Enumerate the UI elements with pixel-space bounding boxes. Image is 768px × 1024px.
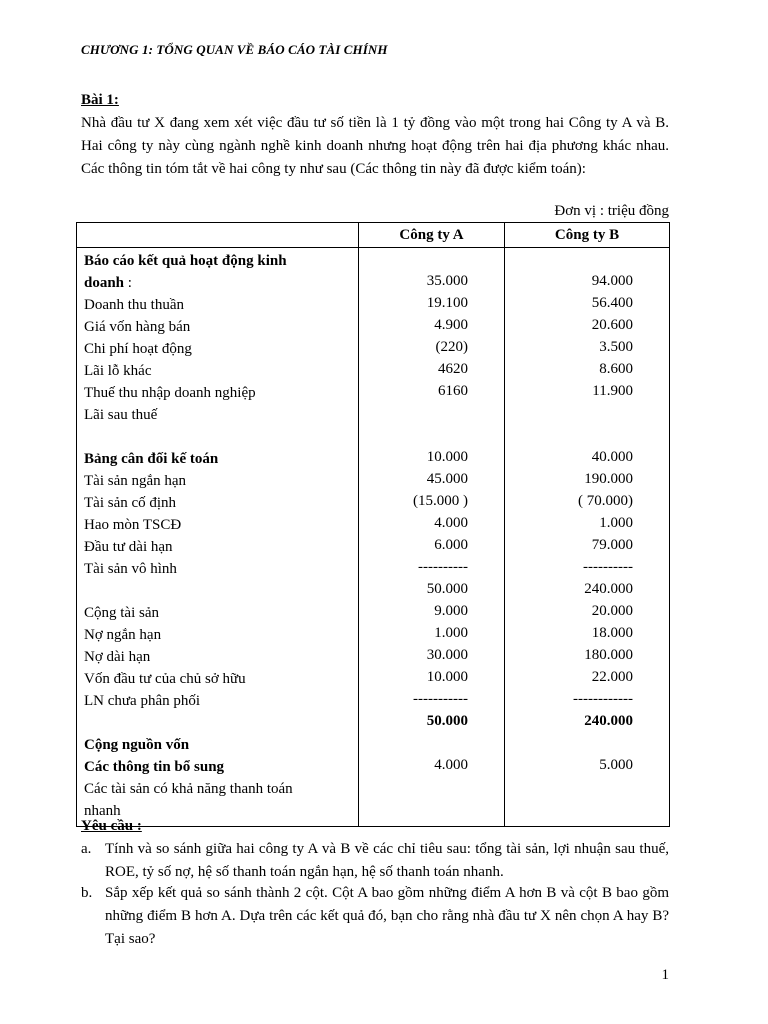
- requirement-text: Tính và so sánh giữa hai công ty A và B về các chỉ tiêu sau: tổng tài sản, lợi nhuận sau thuế, ROE, tỷ số nợ, hệ số thanh toán ngắn hạn, hệ số thanh toán nhanh.: [105, 841, 669, 880]
- row-label: Chi phí hoạt động: [84, 341, 192, 357]
- company-b-value: 240.000: [584, 713, 633, 729]
- row-label: Hao mòn TSCĐ: [84, 517, 182, 533]
- company-a-value: 6160: [438, 383, 468, 399]
- company-a-value: 4.900: [434, 317, 468, 333]
- requirement-mark: b.: [81, 885, 93, 901]
- row-label: Các thông tin bổ sung: [84, 759, 225, 775]
- company-b-value: ( 70.000): [578, 493, 633, 509]
- row-label: Vốn đầu tư của chủ sở hữu: [84, 671, 246, 687]
- row-label: Giá vốn hàng bán: [84, 319, 191, 335]
- company-a-value: ----------: [418, 559, 468, 575]
- company-a-value: 6.000: [434, 537, 468, 553]
- company-b-value: ------------: [573, 691, 633, 707]
- company-b-value: 11.900: [592, 383, 633, 399]
- company-b-value: 22.000: [591, 669, 633, 685]
- company-b-value: 79.000: [591, 537, 633, 553]
- financial-table: [76, 222, 670, 827]
- exercise-title: Bài 1:: [81, 92, 119, 108]
- company-b-value: 8.600: [599, 361, 633, 377]
- company-b-value: 1.000: [599, 515, 633, 531]
- company-b-value: 20.600: [591, 317, 633, 333]
- company-a-value: 4.000: [434, 515, 468, 531]
- row-label: LN chưa phân phối: [84, 693, 201, 709]
- company-b-column: [505, 248, 670, 827]
- requirement-item: [81, 838, 669, 884]
- row-label: [84, 580, 358, 602]
- page-number: 1: [661, 967, 669, 983]
- company-a-value: (220): [435, 339, 468, 355]
- company-a-value: 50.000: [426, 713, 468, 729]
- row-label: nhanh: [84, 803, 121, 819]
- requirement-mark: a.: [81, 841, 92, 857]
- company-b-value: 5.000: [599, 757, 633, 773]
- row-label: Nợ dài hạn: [84, 649, 151, 665]
- intro-paragraph: Nhà đầu tư X đang xem xét việc đầu tư số tiền là 1 tỷ đồng vào một trong hai Công ty A và B. Hai công ty này cùng ngành nghề kinh doanh nhưng hoạt động trên hai địa phương khác nhau. Các thông tin tóm tắt về hai công ty như sau (Các thông tin này đã được kiểm toán):: [81, 115, 669, 177]
- company-b-value: 94.000: [591, 273, 633, 289]
- company-a-value: 9.000: [434, 603, 468, 619]
- company-a-value: [359, 798, 504, 820]
- row-label: doanh :: [84, 275, 132, 291]
- company-a-value: [359, 776, 504, 798]
- company-b-value: 18.000: [591, 625, 633, 641]
- company-b-value: ----------: [583, 559, 633, 575]
- company-a-value: [359, 402, 504, 424]
- company-a-value: [359, 732, 504, 754]
- company-b-value: 3.500: [599, 339, 633, 355]
- company-b-value: 180.000: [584, 647, 633, 663]
- row-label: Tài sản ngắn hạn: [84, 473, 187, 489]
- row-label: Tài sản vô hình: [84, 561, 177, 577]
- company-a-value: 10.000: [426, 669, 468, 685]
- company-b-value: [505, 424, 669, 446]
- company-b-value: [505, 402, 669, 424]
- company-b-value: 40.000: [591, 449, 633, 465]
- requirement-item: [81, 882, 669, 951]
- header-company-b: Công ty B: [505, 223, 670, 248]
- company-a-value: 4.000: [434, 757, 468, 773]
- company-a-value: [359, 424, 504, 446]
- company-b-value: 240.000: [584, 581, 633, 597]
- row-label: Lãi sau thuế: [84, 407, 158, 423]
- requirements-title: Yêu cầu :: [81, 818, 142, 834]
- company-a-value: 50.000: [426, 581, 468, 597]
- company-b-value: 20.000: [591, 603, 633, 619]
- company-a-value: 19.100: [426, 295, 468, 311]
- company-b-value: 56.400: [591, 295, 633, 311]
- header-company-a: Công ty A: [359, 223, 505, 248]
- row-label: Cộng tài sản: [84, 605, 159, 621]
- company-b-value: 190.000: [584, 471, 633, 487]
- row-label: Báo cáo kết quả hoạt động kinh: [84, 253, 287, 269]
- row-label: Nợ ngắn hạn: [84, 627, 162, 643]
- row-label: Cộng nguồn vốn: [84, 737, 190, 753]
- company-a-value: 4620: [438, 361, 468, 377]
- unit-note: Đơn vị : triệu đồng: [554, 203, 669, 219]
- company-a-column: [359, 248, 505, 827]
- company-a-value: -----------: [413, 691, 468, 707]
- row-label: Lãi lỗ khác: [84, 363, 152, 379]
- company-a-value: 35.000: [426, 273, 468, 289]
- company-b-value: [505, 776, 669, 798]
- row-label: Các tài sản có khả năng thanh toán: [84, 781, 293, 797]
- company-b-value: [505, 732, 669, 754]
- company-b-value: [505, 798, 669, 820]
- requirement-text: Sắp xếp kết quả so sánh thành 2 cột. Cột A bao gồm những điểm A hơn B và cột B bao gồm những điểm B hơn A. Dựa trên các kết quả đó, bạn cho rằng nhà đầu tư X nên chọn A hay B? Tại sao?: [105, 885, 669, 947]
- row-label: Doanh thu thuần: [84, 297, 184, 313]
- company-a-value: 1.000: [434, 625, 468, 641]
- row-label: [84, 712, 358, 734]
- chapter-title: CHƯƠNG 1: TỔNG QUAN VỀ BÁO CÁO TÀI CHÍNH: [81, 42, 388, 57]
- table-header-row: [77, 223, 670, 248]
- company-a-value: 45.000: [426, 471, 468, 487]
- row-label: Bảng cân đối kế toán: [84, 451, 219, 467]
- row-label: [84, 426, 358, 448]
- label-column: [77, 248, 359, 827]
- company-a-value: (15.000 ): [413, 493, 468, 509]
- row-label: Thuế thu nhập doanh nghiệp: [84, 385, 256, 401]
- company-a-value: 10.000: [426, 449, 468, 465]
- header-label-column: [77, 223, 359, 248]
- company-a-value: 30.000: [426, 647, 468, 663]
- row-label: Đầu tư dài hạn: [84, 539, 173, 555]
- row-label: Tài sản cố định: [84, 495, 177, 511]
